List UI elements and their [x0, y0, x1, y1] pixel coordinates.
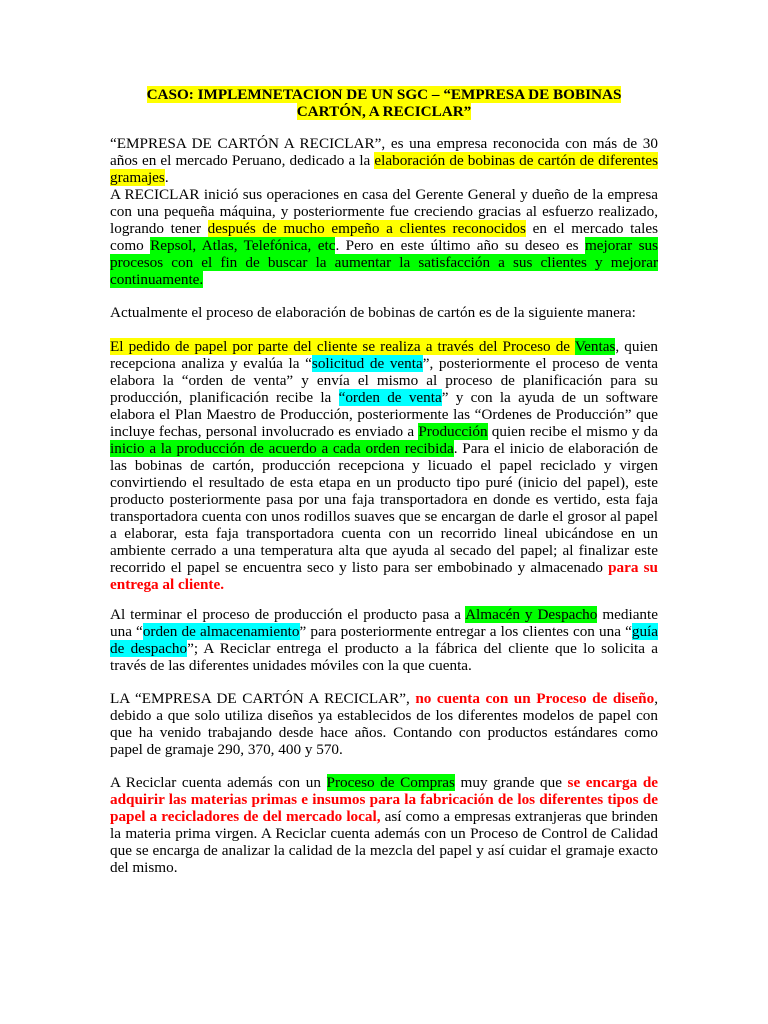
text-run: LA “EMPRESA DE CARTÓN A RECICLAR”,	[110, 690, 416, 707]
text-run: muy grande que	[454, 774, 568, 791]
text-run: ” y con la ayuda de un software elabora el Plan Maestro de Producción, posteriormente las “Ordenes de Producción” que incluye fechas, personal involucrado es enviado a	[110, 389, 659, 440]
paragraph-purchasing	[110, 774, 658, 876]
highlighted-text: Proceso de Compras	[326, 774, 455, 791]
highlighted-text: elaboración de bobinas de cartón de diferentes gramajes	[110, 152, 658, 186]
paragraph-design	[110, 690, 658, 758]
highlighted-text: para su entrega al cliente.	[110, 559, 659, 593]
text-run: A RECICLAR inició sus operaciones en casa del Gerente General y dueño de la empresa con una pequeña máquina, y posteriormente fue creciendo gracias al esfuerzo realizado, logrando tener	[110, 186, 658, 237]
highlighted-text: se encarga de adquirir las materias primas e insumos para la fabricación de los diferentes tipos de papel a recicladores de del mercado local,	[110, 774, 659, 825]
highlighted-text: Producción	[418, 423, 488, 440]
text-run: , quien recepciona analiza y evalúa la “	[110, 338, 659, 372]
text-run: A Reciclar cuenta además con un	[110, 774, 327, 791]
text-run: . Para el inicio de elaboración de las bobinas de cartón, producción recepciona y licuado el papel reciclado y virgen convirtiendo el resultado de esta etapa en un producto tipo puré (inicio del papel), este producto posteriormente pasa por una faja transportadora en donde es vertido, esta faja transportadora cuenta con unos rodillos suaves que se encargan de darle el grosor al papel a elaborar, esta faja transportadora cuenta con un recorrido lineal ubicándose en un ambiente cerrado a una temperatura alta que ayuda al secado del papel; al finalizar este recorrido el papel se encuentra seco y listo para ser embobinado y almacenado	[110, 440, 658, 576]
title-line-2: CARTÓN, A RECICLAR”	[296, 103, 472, 120]
highlighted-text: Ventas	[574, 338, 616, 355]
text-run: Actualmente el proceso de elaboración de bobinas de cartón es de la siguiente manera:	[110, 304, 636, 321]
highlighted-text: El pedido de papel por parte del cliente se realiza a través del Proceso de	[110, 338, 575, 355]
paragraph-intro	[110, 135, 658, 186]
highlighted-text: no cuenta con un Proceso de diseño	[415, 690, 655, 707]
text-run: “EMPRESA DE CARTÓN A RECICLAR”, es una empresa reconocida con más de 30 años en el mercado Peruano, dedicado a la	[110, 135, 658, 169]
highlighted-text: Almacén y Despacho	[465, 606, 598, 623]
text-run: .	[164, 169, 169, 186]
text-run: ” para posteriormente entregar a los clientes con una “	[299, 623, 632, 640]
title-line-1: CASO: IMPLEMNETACION DE UN SGC – “EMPRESA DE BOBINAS	[146, 86, 622, 103]
highlighted-text: “orden de venta	[338, 389, 442, 406]
highlighted-text: mejorar sus procesos con el fin de buscar la aumentar la satisfacción a sus clientes y mejorar continuamente.	[110, 237, 659, 288]
text-run: . Pero en este último año su deseo es	[335, 237, 585, 254]
highlighted-text: guía de despacho	[110, 623, 658, 657]
text-run: , debido a que solo utiliza diseños ya establecidos de los diferentes modelos de papel con que ha venido trabajando desde hace años. Contando con productos estándares como papel de gramaje 290, 370, 400 y 570.	[110, 690, 658, 758]
paragraph-warehouse	[110, 606, 658, 674]
document-title	[110, 86, 658, 120]
text-run: ”, posteriormente el proceso de venta elabora la “orden de venta” y envía el mismo al proceso de planificación para su producción, planificación recibe la	[110, 355, 658, 406]
paragraph-process-description	[110, 338, 658, 593]
text-run: así como a empresas extranjeras que brinden la materia prima virgen. A Reciclar cuenta además con un Proceso de Control de Calidad que se encarga de analizar la calidad de la mezcla del papel y así cuidar el gramaje exacto del mismo.	[110, 808, 658, 876]
highlighted-text: después de mucho empeño a clientes reconocidos	[207, 220, 526, 237]
highlighted-text: solicitud de venta	[311, 355, 423, 372]
text-run: quien recibe el mismo y da	[487, 423, 658, 440]
text-run: Al terminar el proceso de producción el producto pasa a	[110, 606, 466, 623]
highlighted-text: inicio a la producción de acuerdo a cada orden recibida	[110, 440, 454, 457]
text-run: ”; A Reciclar entrega el producto a la fábrica del cliente que lo solicita a través de las diferentes unidades móviles con la que cuenta.	[110, 640, 658, 674]
text-run: mediante una “	[110, 606, 658, 640]
text-run: en el mercado tales como	[110, 220, 658, 254]
highlighted-text: orden de almacenamiento	[142, 623, 300, 640]
highlighted-text: Repsol, Atlas, Telefónica, etc	[150, 237, 336, 254]
paragraph-history	[110, 186, 658, 288]
paragraph-process-intro	[110, 304, 658, 321]
